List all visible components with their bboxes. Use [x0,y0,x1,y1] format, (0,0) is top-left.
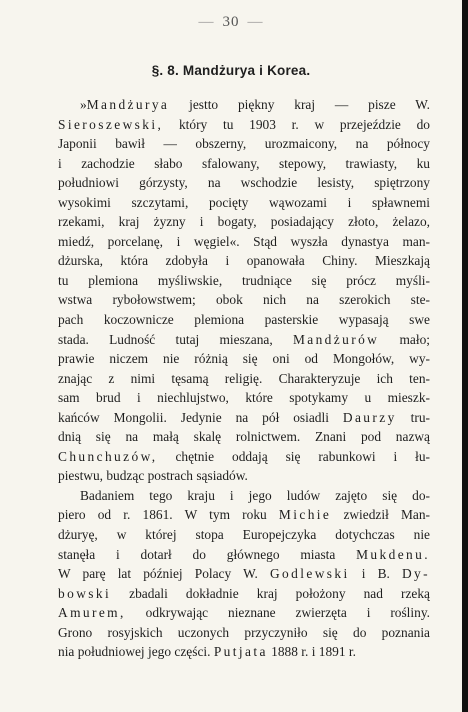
text-run: 1888 r. i 1891 r. [267,644,356,660]
text-run: stada. Ludność tutaj mieszana, [58,331,293,347]
text-run: sam brud i niechlujstwo, które spotykamy u mieszk- [58,390,430,406]
spaced-name: Michie [278,507,332,523]
page-edge-shadow [462,0,468,712]
text-line [58,525,430,545]
text-line [58,330,430,350]
page-number-dash-left: — [198,14,215,30]
text-run: i zachodzie słabo sfalowany, stepowy, trawiasty, ku [58,155,430,171]
spaced-name: Daurzy [342,409,397,425]
text-run: znając z nimi tęsamą religię. Charakteryzuje ich ten- [58,370,430,386]
text-line [58,290,430,310]
text-run: chętnie oddają się rabunkowi i łu- [157,448,430,464]
spaced-name: Godlewski [269,566,350,582]
text-line [58,193,430,213]
text-run: wysokimi szczytami, pocięty wąwozami i spławnemi [58,194,430,210]
text-run: wstwa rybołowstwem; obok nich na szerokich ste- [58,292,430,308]
text-line [58,95,430,115]
spaced-name: Mukdenu. [356,546,430,562]
spaced-name: Sieroszewski, [58,116,164,132]
text-run: tu plemiona myśliwskie, trudniące się prócz myśli- [58,272,430,288]
text-line [58,251,430,271]
text-line [58,349,430,369]
text-run: dżuryę, w której stopa Europejczyka dotychczas nie [58,527,430,543]
text-run: dżurska, która zdobyła i opanowała Chiny. Mieszkają [58,253,430,269]
text-line [58,427,430,447]
text-run: stanęła i dotarł do głównego miasta [58,546,357,562]
section-heading: §. 8. Mandżurya i Korea. [151,63,311,78]
body-text [58,95,430,662]
paragraph [58,95,430,486]
text-run: » [80,97,87,112]
text-line [58,154,430,174]
text-line [58,564,430,584]
text-line [58,173,430,193]
page-number-dash-right: — [247,14,264,30]
text-run: dnią się na małą skalę rolnictwem. Znani pod nazwą [58,429,430,445]
text-run: południowi górzysty, na wschodzie lesisty, spiętrzony [58,175,430,191]
spaced-name: bowski [58,585,112,601]
text-run: zbadali dokładnie kraj położony nad rzeką [111,585,430,601]
text-line [58,212,430,232]
text-run: piestwu, budząc postrach sąsiadów. [58,468,248,484]
text-line [58,232,430,252]
text-line [58,466,430,486]
text-line [58,603,430,623]
text-line [58,486,430,506]
text-run: pach koczownicze plemiona pasterskie wypasają swe [58,312,430,328]
text-run: Badaniem tego kraju i jego ludów zajęto się do- [80,487,430,503]
spaced-name: Dy- [401,566,430,582]
text-line [58,271,430,291]
text-run: odkrywając nieznane zwierzęta i rośliny. [125,605,430,621]
spaced-name: Putjata [213,644,268,660]
text-run: zwiedził Man- [331,507,430,523]
spaced-name: Chunchuzów, [58,448,158,464]
text-run: i B. [349,566,402,582]
text-line [58,408,430,428]
text-line [58,310,430,330]
text-run: prawie niczem nie różnią się oni od Mongołów, wy- [58,351,430,367]
text-run: rzekami, kraj żyzny i bogaty, posiadający złoto, żelazo, [58,214,430,230]
text-line [58,369,430,389]
text-run: Grono rosyjskich uczonych przyczyniło się do poznania [58,624,430,640]
text-line [58,388,430,408]
text-run: kańców Mongolii. Jedynie na pół osiadli [58,409,343,425]
text-run: miedź, porcelanę, i węgiel«. Stąd wyszła dynastya man- [58,233,430,249]
text-line [58,134,430,154]
text-line [58,545,430,565]
spaced-name: Mandżurów [292,331,380,347]
text-line [58,623,430,643]
text-line [58,642,430,662]
text-run: jestto piękny kraj — pisze W. [169,97,430,112]
spaced-name: Mandżurya [86,97,170,112]
text-line [58,584,430,604]
text-run: mało; [379,331,430,347]
text-run: Japonii bawił — obszerny, urozmaicony, na północy [58,136,430,152]
text-run: piero od r. 1861. W tym roku [58,507,279,523]
spaced-name: Amurem, [58,605,126,621]
text-run: który tu 1903 r. w przejeździe do [163,116,430,132]
text-run: nia południowej jego części. [58,644,214,660]
text-line [58,505,430,525]
text-run: W parę lat później Polacy W. [58,566,270,582]
text-line [58,447,430,467]
page-number [0,14,462,31]
paragraph [58,486,430,662]
page-number-value: 30 [222,14,240,30]
text-run: tru- [396,409,430,425]
text-line [58,115,430,135]
